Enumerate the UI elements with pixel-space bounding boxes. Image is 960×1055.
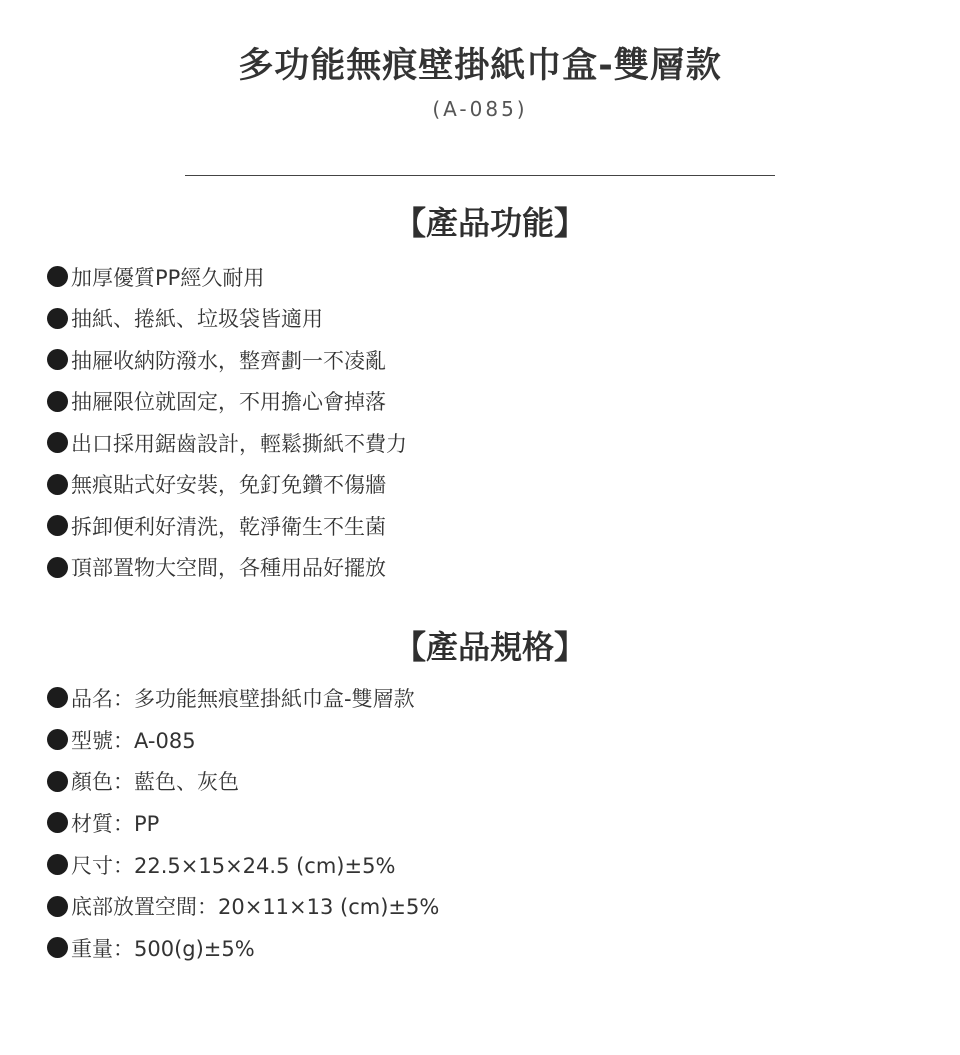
spec-text: 品名：多功能無痕壁掛紙巾盒-雙層款: [71, 686, 415, 711]
feature-item: [47, 256, 407, 298]
spec-text: 顏色：藍色、灰色: [71, 770, 239, 795]
bullet-icon: [47, 349, 68, 370]
spec-item-size: [47, 844, 439, 886]
feature-text: 抽屜限位就固定，不用擔心會掉落: [71, 390, 386, 415]
spec-text: 重量：500(g)±5%: [71, 936, 255, 961]
spec-item-weight: [47, 927, 439, 969]
spec-item-name: [47, 677, 439, 719]
spec-text: 底部放置空間：20×11×13 (cm)±5%: [71, 895, 440, 920]
bullet-icon: [47, 896, 68, 917]
bullet-icon: [47, 557, 68, 578]
feature-text: 無痕貼式好安裝，免釘免鑽不傷牆: [71, 473, 386, 498]
bullet-icon: [47, 308, 68, 329]
spec-text: 型號：A-085: [71, 728, 196, 753]
bullet-icon: [47, 771, 68, 792]
features-list: [47, 256, 407, 588]
feature-item: [47, 422, 407, 464]
bullet-icon: [47, 812, 68, 833]
feature-item: [47, 298, 407, 340]
bullet-icon: [47, 391, 68, 412]
feature-item: [47, 464, 407, 506]
feature-text: 頂部置物大空間，各種用品好擺放: [71, 556, 386, 581]
feature-item: [47, 339, 407, 381]
bullet-icon: [47, 266, 68, 287]
bullet-icon: [47, 515, 68, 536]
spec-item-bottom-space: [47, 885, 439, 927]
spec-item-model: [47, 719, 439, 761]
specs-heading: 【產品規格】: [393, 628, 586, 666]
spec-item-material: [47, 802, 439, 844]
specs-list: [47, 677, 439, 969]
spec-text: 材質：PP: [71, 811, 160, 836]
spec-text: 尺寸：22.5×15×24.5 (cm)±5%: [71, 853, 396, 878]
bullet-icon: [47, 729, 68, 750]
bullet-icon: [47, 687, 68, 708]
feature-text: 出口採用鋸齒設計，輕鬆撕紙不費力: [71, 431, 407, 456]
feature-text: 拆卸便利好清洗，乾淨衛生不生菌: [71, 514, 386, 539]
product-title: 多功能無痕壁掛紙巾盒-雙層款: [238, 46, 722, 86]
feature-text: 抽紙、捲紙、垃圾袋皆適用: [71, 307, 323, 332]
feature-item: [47, 505, 407, 547]
bullet-icon: [47, 854, 68, 875]
title-divider: [185, 175, 775, 176]
feature-item: [47, 381, 407, 423]
bullet-icon: [47, 474, 68, 495]
bullet-icon: [47, 432, 68, 453]
features-heading: 【產品功能】: [393, 204, 586, 242]
feature-text: 加厚優質PP經久耐用: [71, 265, 265, 290]
feature-item: [47, 547, 407, 589]
feature-text: 抽屜收納防潑水，整齊劃一不凌亂: [71, 348, 386, 373]
bullet-icon: [47, 937, 68, 958]
spec-item-color: [47, 760, 439, 802]
product-model-number: (A-085): [432, 97, 528, 121]
